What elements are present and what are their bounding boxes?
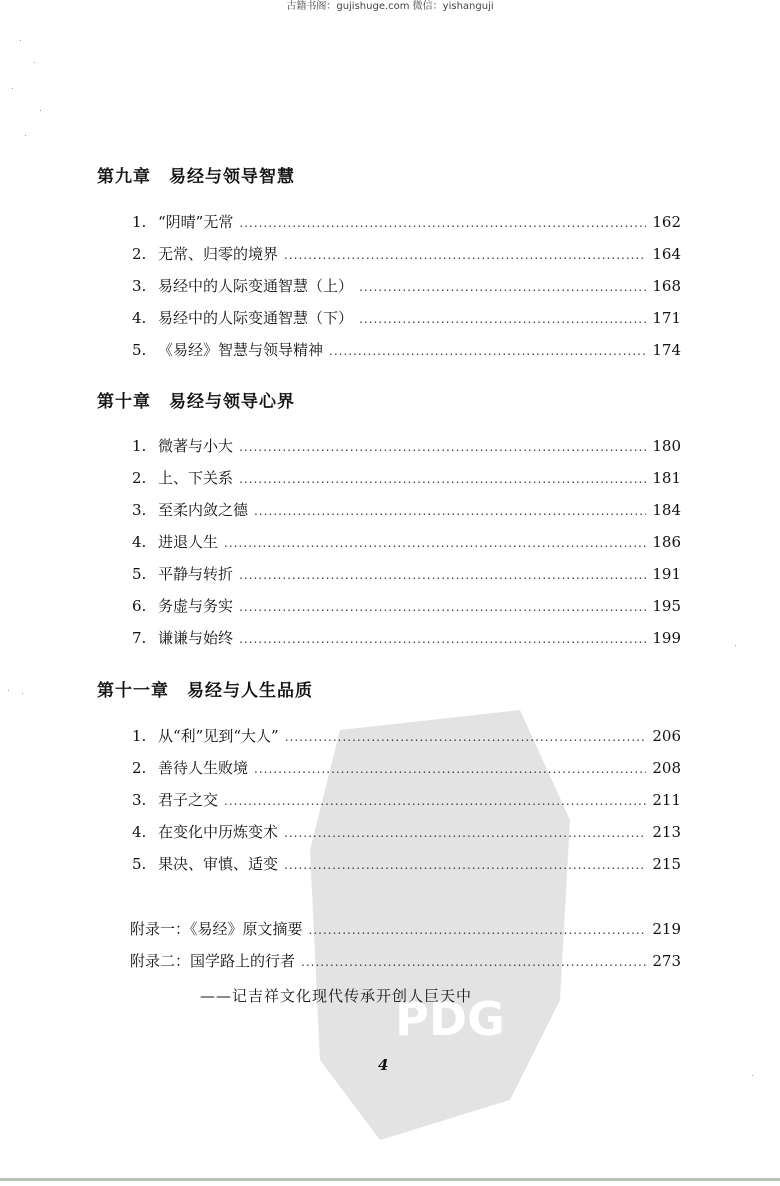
toc-entry[interactable] — [132, 853, 681, 877]
appendix-subtitle: ——记吉祥文化现代传承开创人巨天中 — [200, 987, 473, 1005]
entry-title: 微著与小大 — [158, 437, 234, 455]
dot-leader — [301, 955, 646, 969]
entry-number: 4. — [132, 309, 147, 327]
dot-leader — [239, 632, 646, 646]
toc-entry[interactable] — [132, 789, 681, 813]
entry-title: 上、下关系 — [158, 469, 234, 487]
dot-leader — [224, 794, 646, 808]
entry-number: 2. — [132, 759, 147, 777]
entry-number: 1. — [132, 727, 147, 745]
dot-leader — [284, 858, 646, 872]
source-watermark-text: 古籍书阁：gujishuge.com 微信：yishanguji — [286, 1, 494, 12]
entry-title: 进退人生 — [158, 533, 219, 551]
toc-entry[interactable] — [132, 211, 681, 235]
entry-title: 果决、审慎、适变 — [158, 855, 279, 873]
watermark-pdg-text: PDG — [395, 992, 505, 1046]
dot-leader — [254, 762, 646, 776]
entry-page: 162 — [652, 213, 681, 231]
entry-title: “阴晴”无常 — [158, 213, 234, 231]
dot-leader — [239, 216, 646, 230]
toc-entry[interactable] — [132, 499, 681, 523]
entry-title: 务虚与务实 — [158, 597, 234, 615]
entry-number: 5. — [132, 855, 147, 873]
entry-number: 3. — [132, 791, 147, 809]
dot-leader — [359, 312, 646, 326]
entry-number: 2. — [132, 469, 147, 487]
dot-leader — [239, 472, 646, 486]
appendix-page: 273 — [652, 952, 681, 970]
toc-entry[interactable] — [132, 307, 681, 331]
entry-number: 3. — [132, 501, 147, 519]
entry-title: 《易经》智慧与领导精神 — [158, 341, 324, 359]
entry-number: 5. — [132, 565, 147, 583]
chapter-heading: 第十章 易经与领导心界 — [97, 392, 295, 412]
toc-entry[interactable] — [132, 467, 681, 491]
entry-title: 易经中的人际变通智慧（下） — [158, 309, 354, 327]
entry-page: 191 — [652, 565, 681, 583]
page-number: 4 — [378, 1056, 389, 1074]
dot-leader — [285, 730, 647, 744]
appendix-page: 219 — [652, 920, 681, 938]
appendix-entry[interactable] — [130, 918, 681, 942]
entry-title: 君子之交 — [158, 791, 219, 809]
dot-leader — [239, 568, 646, 582]
toc-entry[interactable] — [132, 275, 681, 299]
toc-entry[interactable] — [132, 563, 681, 587]
toc-entry[interactable] — [132, 339, 681, 363]
appendix-title: 附录一：《易经》原文摘要 — [130, 920, 303, 938]
entry-page: 181 — [652, 469, 681, 487]
toc-entry[interactable] — [132, 531, 681, 555]
dot-leader — [284, 826, 646, 840]
toc-entry[interactable] — [132, 627, 681, 651]
entry-title: 谦谦与始终 — [158, 629, 234, 647]
entry-page: 164 — [652, 245, 681, 263]
entry-title: 无常、归零的境界 — [158, 245, 279, 263]
entry-number: 2. — [132, 245, 147, 263]
entry-page: 199 — [652, 629, 681, 647]
entry-page: 195 — [652, 597, 681, 615]
entry-number: 4. — [132, 823, 147, 841]
entry-page: 168 — [652, 277, 681, 295]
appendix-title: 附录二：国学路上的行者 — [130, 952, 296, 970]
entry-title: 平静与转折 — [158, 565, 234, 583]
entry-number: 5. — [132, 341, 147, 359]
dot-leader — [359, 280, 646, 294]
toc-entry[interactable] — [132, 595, 681, 619]
toc-entry[interactable] — [132, 243, 681, 267]
entry-page: 208 — [652, 759, 681, 777]
entry-page: 184 — [652, 501, 681, 519]
entry-page: 171 — [652, 309, 681, 327]
dot-leader — [329, 344, 646, 358]
entry-title: 至柔内敛之德 — [158, 501, 249, 519]
entry-page: 211 — [652, 791, 681, 809]
entry-title: 从“利”见到“大人” — [158, 727, 279, 745]
dot-leader — [309, 923, 647, 937]
toc-entry[interactable] — [132, 725, 681, 749]
toc-entry[interactable] — [132, 757, 681, 781]
entry-number: 7. — [132, 629, 147, 647]
entry-title: 易经中的人际变通智慧（上） — [158, 277, 354, 295]
entry-page: 215 — [652, 855, 681, 873]
entry-title: 善待人生败境 — [158, 759, 249, 777]
entry-number: 1. — [132, 437, 147, 455]
toc-entry[interactable] — [132, 821, 681, 845]
dot-leader — [224, 536, 646, 550]
dot-leader — [254, 504, 646, 518]
entry-number: 1. — [132, 213, 147, 231]
dot-leader — [239, 440, 646, 454]
entry-page: 180 — [652, 437, 681, 455]
chapter-heading: 第十一章 易经与人生品质 — [97, 681, 313, 701]
dot-leader — [239, 600, 646, 614]
entry-page: 206 — [652, 727, 681, 745]
entry-number: 4. — [132, 533, 147, 551]
dot-leader — [284, 248, 646, 262]
entry-number: 3. — [132, 277, 147, 295]
chapter-heading: 第九章 易经与领导智慧 — [97, 167, 295, 187]
entry-page: 186 — [652, 533, 681, 551]
entry-title: 在变化中历炼变术 — [158, 823, 279, 841]
entry-page: 174 — [652, 341, 681, 359]
bottom-divider — [0, 1178, 780, 1181]
appendix-entry[interactable] — [130, 950, 681, 974]
entry-page: 213 — [652, 823, 681, 841]
toc-entry[interactable] — [132, 435, 681, 459]
entry-number: 6. — [132, 597, 147, 615]
